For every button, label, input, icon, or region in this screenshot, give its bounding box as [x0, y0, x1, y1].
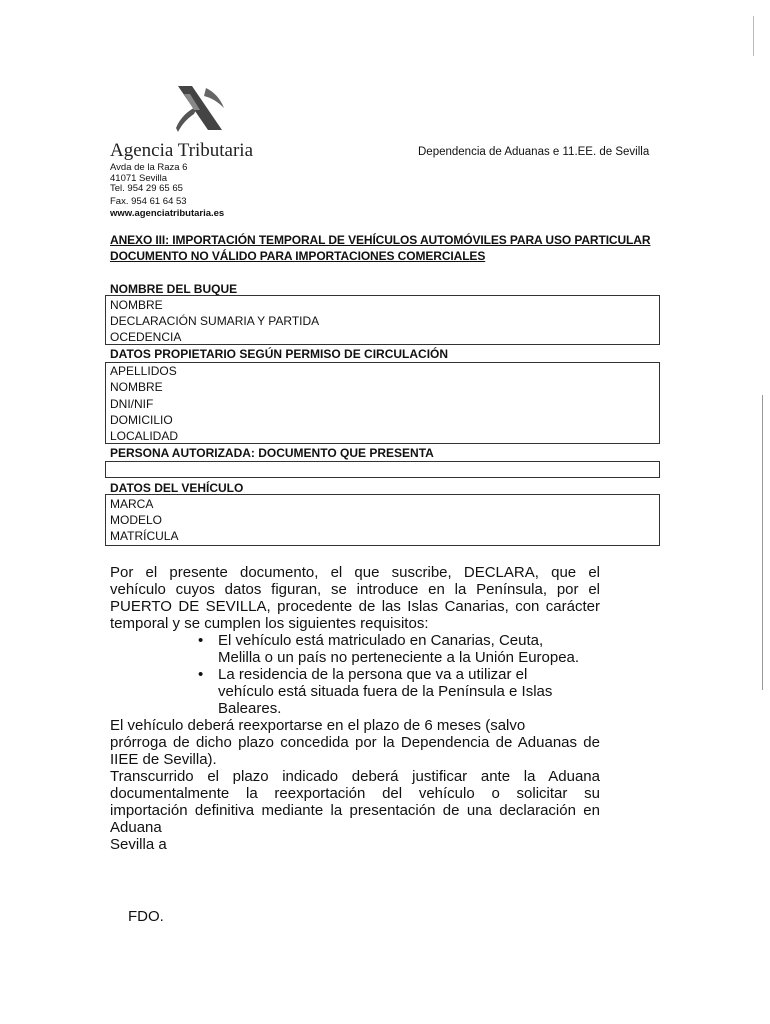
bullet-marker: • — [198, 666, 204, 683]
dependency-name: Dependencia de Aduanas e 11.EE. de Sevilla — [418, 146, 650, 158]
address-line: Avda de la Raza 6 — [110, 162, 188, 173]
scan-edge-line — [762, 395, 763, 690]
body-line: importación definitiva mediante la presentación de una declaración en — [110, 802, 600, 819]
body-line: vehículo cuyos datos figuran, se introduce en la Península, por el — [110, 581, 600, 598]
section-title-vehiculo: DATOS DEL VEHÍCULO — [110, 481, 244, 495]
signature-label: FDO. — [128, 908, 164, 925]
bullet-text: El vehículo está matriculado en Canarias, Ceuta, — [218, 632, 544, 649]
body-line: Aduana — [110, 819, 162, 836]
bullet-text: Baleares. — [218, 700, 282, 717]
field-label: MATRÍCULA — [110, 529, 179, 543]
section-title-buque: NOMBRE DEL BUQUE — [110, 282, 238, 296]
document-title: ANEXO III: IMPORTACIÓN TEMPORAL DE VEHÍCULOS AUTOMÓVILES PARA USO PARTICULAR — [110, 233, 651, 247]
scan-edge-line — [753, 16, 754, 56]
form-box-propietario — [105, 362, 660, 444]
body-line: prórroga de dicho plazo concedida por la Dependencia de Aduanas de — [110, 734, 600, 751]
phone-line: Tel. 954 29 65 65 — [110, 183, 183, 194]
section-title-propietario: DATOS PROPIETARIO SEGÚN PERMISO DE CIRCULACIÓN — [110, 347, 449, 361]
body-line: documentalmente la reexportación del vehículo o solicitar su — [110, 785, 600, 802]
bullet-text: Melilla o un país no perteneciente a la Unión Europea. — [218, 649, 580, 666]
body-line: temporal y se cumplen los siguientes requisitos: — [110, 615, 429, 632]
field-label: LOCALIDAD — [110, 429, 179, 443]
field-label: MARCA — [110, 497, 154, 511]
fax-line: Fax. 954 61 64 53 — [110, 196, 187, 207]
website: www.agenciatributaria.es — [110, 208, 225, 219]
field-label: OCEDENCIA — [110, 330, 182, 344]
address-line: 41071 Sevilla — [110, 173, 168, 184]
field-label: NOMBRE — [110, 380, 163, 394]
body-line: El vehículo deberá reexportarse en el plazo de 6 meses (salvo — [110, 717, 526, 734]
form-box-vehiculo — [105, 494, 660, 546]
field-label: APELLIDOS — [110, 364, 177, 378]
agency-name: Agencia Tributaria — [110, 140, 254, 161]
body-line: Transcurrido el plazo indicado deberá justificar ante la Aduana — [110, 768, 600, 785]
field-label: MODELO — [110, 513, 163, 527]
section-title-autorizada: PERSONA AUTORIZADA: DOCUMENTO QUE PRESENTA — [110, 446, 434, 460]
form-box-autorizada — [105, 461, 660, 478]
agencia-tributaria-logo — [170, 84, 228, 134]
place-line: Sevilla a — [110, 836, 167, 853]
field-label: DOMICILIO — [110, 413, 173, 427]
field-label: DNI/NIF — [110, 397, 154, 411]
bullet-text: vehículo está situada fuera de la Península e Islas — [218, 683, 553, 700]
field-label: DECLARACIÓN SUMARIA Y PARTIDA — [110, 314, 320, 328]
document-subtitle: DOCUMENTO NO VÁLIDO PARA IMPORTACIONES COMERCIALES — [110, 249, 486, 263]
bullet-marker: • — [198, 632, 204, 649]
body-line: PUERTO DE SEVILLA, procedente de las Islas Canarias, con carácter — [110, 598, 600, 615]
field-label: NOMBRE — [110, 298, 163, 312]
body-line: Por el presente documento, el que suscribe, DECLARA, que el — [110, 564, 600, 581]
body-line: IIEE de Sevilla). — [110, 751, 217, 768]
bullet-text: La residencia de la persona que va a utilizar el — [218, 666, 528, 683]
